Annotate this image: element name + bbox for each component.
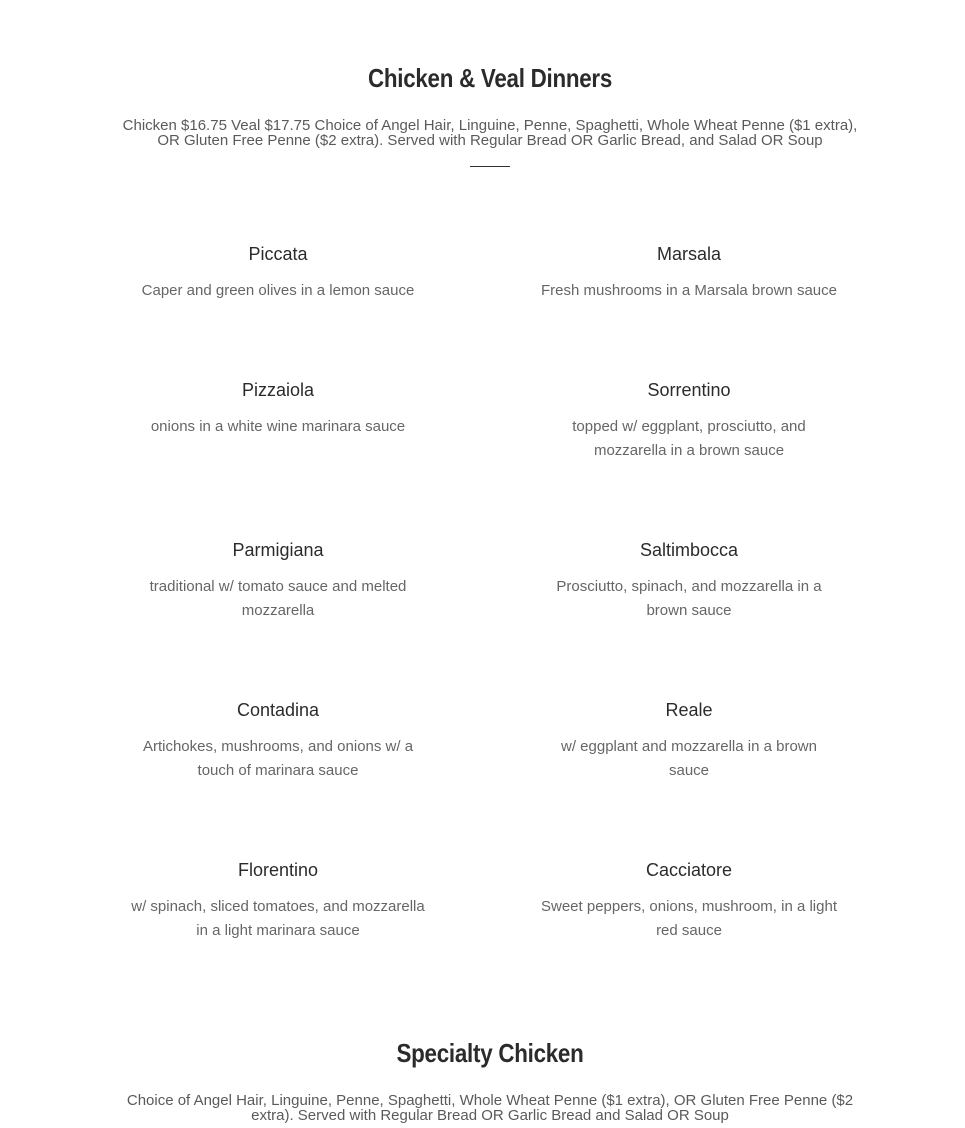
menu-item xyxy=(539,859,839,943)
menu-item xyxy=(128,539,428,623)
menu-item xyxy=(128,859,428,943)
menu-item-name: Parmigiana xyxy=(232,540,324,560)
menu-item-description: traditional w/ tomato sauce and melted mozzarella xyxy=(149,578,407,619)
menu-item-name: Marsala xyxy=(656,244,722,264)
menu-item-description: w/ eggplant and mozzarella in a brown sauce xyxy=(561,738,817,779)
menu-item-description: Prosciutto, spinach, and mozzarella in a brown sauce xyxy=(556,578,822,619)
menu-item xyxy=(539,243,839,303)
menu-item-description: Artichokes, mushrooms, and onions w/ a touch of marinara sauce xyxy=(142,738,414,779)
menu-item-name: Cacciatore xyxy=(645,860,733,880)
menu-item-name: Saltimbocca xyxy=(639,540,739,560)
menu-item-description: onions in a white wine marinara sauce xyxy=(150,418,406,435)
section-title-chicken-veal: Chicken & Veal Dinners xyxy=(367,63,613,93)
menu-item-name: Sorrentino xyxy=(647,380,731,400)
section-description-line: OR Gluten Free Penne ($2 extra). Served with Regular Bread OR Garlic Bread, and Salad OR Soup xyxy=(157,132,823,149)
menu-item-name: Florentino xyxy=(237,860,319,880)
menu-item xyxy=(539,699,839,783)
menu-item xyxy=(128,243,428,303)
section-description xyxy=(120,118,860,148)
menu-item-description: Sweet peppers, onions, mushroom, in a light red sauce xyxy=(541,898,837,939)
section-title-specialty-chicken: Specialty Chicken xyxy=(396,1038,584,1068)
section-description-line: extra). Served with Regular Bread OR Garlic Bread and Salad OR Soup xyxy=(251,1107,729,1124)
menu-item-name: Piccata xyxy=(248,244,308,264)
section-description-line: Choice of Angel Hair, Linguine, Penne, Spaghetti, Whole Wheat Penne ($1 extra), OR Gluten Free Penne ($2 xyxy=(126,1092,854,1109)
menu-item-name: Reale xyxy=(665,700,713,720)
menu-item-name: Pizzaiola xyxy=(241,380,315,400)
menu-item-description: Caper and green olives in a lemon sauce xyxy=(141,282,415,299)
section-divider xyxy=(470,166,510,167)
menu-item-description: Fresh mushrooms in a Marsala brown sauce xyxy=(541,282,837,299)
menu-item xyxy=(128,699,428,783)
menu-item xyxy=(539,539,839,623)
menu-item-description: w/ spinach, sliced tomatoes, and mozzarella in a light marinara sauce xyxy=(131,898,425,939)
section-description xyxy=(120,1093,860,1123)
section-description-line: Chicken $16.75 Veal $17.75 Choice of Angel Hair, Linguine, Penne, Spaghetti, Whole Wheat Penne ($1 extra), xyxy=(122,117,858,134)
menu-item-name: Contadina xyxy=(236,700,320,720)
menu-item-description: topped w/ eggplant, prosciutto, and mozzarella in a brown sauce xyxy=(572,418,806,459)
menu-item xyxy=(128,379,428,439)
menu-item xyxy=(539,379,839,463)
